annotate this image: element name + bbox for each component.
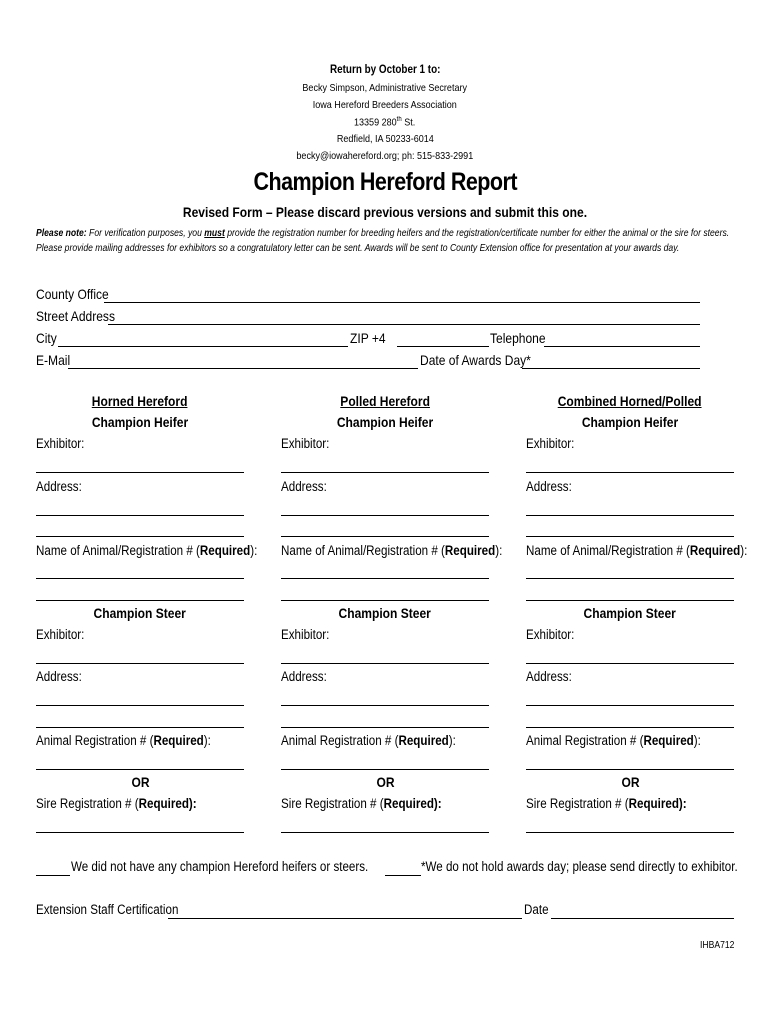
- combined-steer-or: OR: [620, 774, 640, 790]
- telephone-label: Telephone: [490, 330, 546, 346]
- awards-date-field[interactable]: [522, 368, 700, 369]
- polled-steer-address-field-2[interactable]: [281, 727, 489, 728]
- polled-heifer-address-field-2[interactable]: [281, 536, 489, 537]
- return-by-line: Return by October 1 to:: [329, 64, 441, 76]
- polled-heifer-exhibitor-label: Exhibitor:: [281, 436, 330, 451]
- polled-steer-animal-reg-field[interactable]: [281, 769, 489, 770]
- contact-info: becky@iowahereford.org; ph: 515-833-2991: [296, 150, 474, 162]
- polled-steer-heading: Champion Steer: [338, 605, 432, 621]
- page-title: Champion Hereford Report: [253, 168, 517, 196]
- combined-steer-sire-reg-label: Sire Registration # (Required):: [526, 796, 687, 811]
- polled-steer-sire-reg-label: Sire Registration # (Required):: [281, 796, 442, 811]
- certification-field[interactable]: [168, 918, 522, 919]
- polled-steer-animal-reg-label: Animal Registration # (Required):: [281, 733, 456, 748]
- horned-heifer-exhibitor-field[interactable]: [36, 472, 244, 473]
- combined-steer-sire-reg-field[interactable]: [526, 832, 734, 833]
- combined-heifer-exhibitor-field[interactable]: [526, 472, 734, 473]
- combined-steer-exhibitor-label: Exhibitor:: [526, 627, 575, 642]
- email-field[interactable]: [68, 368, 418, 369]
- awards-date-label: Date of Awards Day*: [420, 352, 531, 368]
- horned-heifer-registration-field-2[interactable]: [36, 600, 244, 601]
- street-address-label: Street Address: [36, 308, 115, 324]
- polled-hereford-heading: Polled Hereford: [340, 393, 430, 409]
- combined-heading: Combined Horned/Polled: [558, 393, 702, 409]
- verification-note: Please note: For verification purposes, you must provide the registration number for breeding heifers and the registration/certificate number for either the animal or the sire for steers. Please provide mailing addresses for exhibitors so a congratulatory letter can be sent. Awards will be sent to County Extension office for presentation at your awards day.: [36, 228, 730, 254]
- zip-label: ZIP +4: [350, 330, 386, 346]
- polled-steer-exhibitor-label: Exhibitor:: [281, 627, 330, 642]
- combined-heifer-exhibitor-label: Exhibitor:: [526, 436, 575, 451]
- street-address: 13359 280th St.: [354, 116, 416, 129]
- date-field[interactable]: [551, 918, 734, 919]
- combined-steer-animal-reg-field[interactable]: [526, 769, 734, 770]
- polled-steer-address-field[interactable]: [281, 705, 489, 706]
- horned-heifer-address-label: Address:: [36, 479, 82, 494]
- horned-steer-sire-reg-label: Sire Registration # (Required):: [36, 796, 197, 811]
- horned-steer-exhibitor-label: Exhibitor:: [36, 627, 85, 642]
- no-awards-check-line[interactable]: [385, 875, 421, 876]
- telephone-field[interactable]: [544, 346, 700, 347]
- combined-steer-address-label: Address:: [526, 669, 572, 684]
- horned-steer-animal-reg-field[interactable]: [36, 769, 244, 770]
- combined-steer-heading: Champion Steer: [583, 605, 677, 621]
- street-address-field[interactable]: [108, 324, 700, 325]
- horned-heifer-registration-label: Name of Animal/Registration # (Required):: [36, 543, 258, 558]
- combined-heifer-registration-label: Name of Animal/Registration # (Required):: [526, 543, 748, 558]
- secretary-name: Becky Simpson, Administrative Secretary: [302, 82, 468, 94]
- horned-heifer-heading: Champion Heifer: [91, 414, 189, 430]
- horned-steer-address-field-2[interactable]: [36, 727, 244, 728]
- combined-steer-address-field[interactable]: [526, 705, 734, 706]
- city-field[interactable]: [58, 346, 348, 347]
- city-state-zip: Redfield, IA 50233-6014: [336, 133, 434, 145]
- horned-steer-animal-reg-label: Animal Registration # (Required):: [36, 733, 211, 748]
- combined-heifer-registration-field[interactable]: [526, 578, 734, 579]
- polled-heifer-registration-field[interactable]: [281, 578, 489, 579]
- polled-heifer-heading: Champion Heifer: [336, 414, 434, 430]
- polled-heifer-address-label: Address:: [281, 479, 327, 494]
- horned-steer-address-field[interactable]: [36, 705, 244, 706]
- horned-steer-exhibitor-field[interactable]: [36, 663, 244, 664]
- no-champion-check-line[interactable]: [36, 875, 70, 876]
- form-code: IHBA712: [700, 940, 735, 951]
- horned-steer-heading: Champion Steer: [93, 605, 187, 621]
- date-label: Date: [524, 902, 549, 917]
- no-awards-label: *We do not hold awards day; please send directly to exhibitor.: [421, 859, 738, 874]
- association-name: Iowa Hereford Breeders Association: [312, 99, 458, 111]
- combined-heifer-address-field[interactable]: [526, 515, 734, 516]
- polled-steer-exhibitor-field[interactable]: [281, 663, 489, 664]
- polled-steer-address-label: Address:: [281, 669, 327, 684]
- county-office-label: County Office: [36, 286, 109, 302]
- combined-steer-exhibitor-field[interactable]: [526, 663, 734, 664]
- horned-heifer-address-field-2[interactable]: [36, 536, 244, 537]
- no-champion-label: We did not have any champion Hereford heifers or steers.: [71, 859, 369, 874]
- polled-steer-or: OR: [375, 774, 395, 790]
- horned-hereford-heading: Horned Hereford: [92, 393, 188, 409]
- county-office-field[interactable]: [104, 302, 700, 303]
- polled-heifer-registration-label: Name of Animal/Registration # (Required):: [281, 543, 503, 558]
- polled-steer-sire-reg-field[interactable]: [281, 832, 489, 833]
- horned-heifer-address-field[interactable]: [36, 515, 244, 516]
- horned-steer-sire-reg-field[interactable]: [36, 832, 244, 833]
- horned-heifer-exhibitor-label: Exhibitor:: [36, 436, 85, 451]
- certification-label: Extension Staff Certification: [36, 902, 179, 917]
- combined-heifer-address-field-2[interactable]: [526, 536, 734, 537]
- combined-heifer-registration-field-2[interactable]: [526, 600, 734, 601]
- polled-heifer-registration-field-2[interactable]: [281, 600, 489, 601]
- email-label: E-Mail: [36, 352, 71, 368]
- horned-steer-or: OR: [130, 774, 150, 790]
- revised-notice: Revised Form – Please discard previous versions and submit this one.: [182, 204, 588, 220]
- polled-heifer-exhibitor-field[interactable]: [281, 472, 489, 473]
- polled-heifer-address-field[interactable]: [281, 515, 489, 516]
- combined-heifer-heading: Champion Heifer: [581, 414, 679, 430]
- zip-field[interactable]: [397, 346, 489, 347]
- city-label: City: [36, 330, 57, 346]
- combined-heifer-address-label: Address:: [526, 479, 572, 494]
- combined-steer-animal-reg-label: Animal Registration # (Required):: [526, 733, 701, 748]
- horned-heifer-registration-field[interactable]: [36, 578, 244, 579]
- horned-steer-address-label: Address:: [36, 669, 82, 684]
- combined-steer-address-field-2[interactable]: [526, 727, 734, 728]
